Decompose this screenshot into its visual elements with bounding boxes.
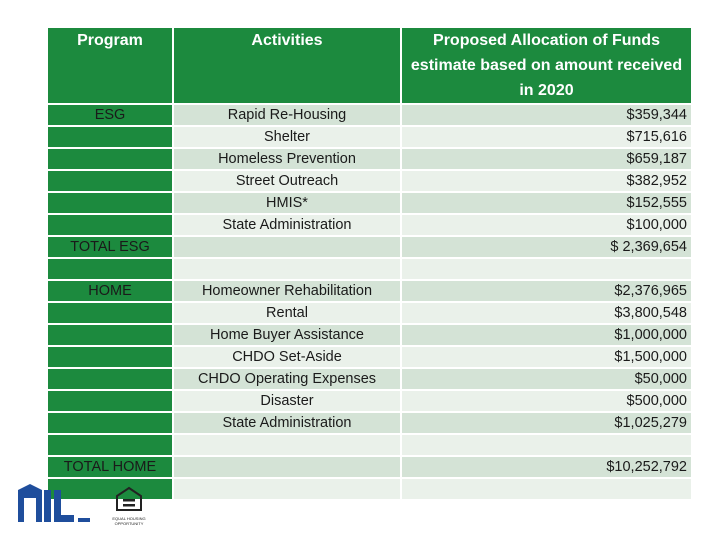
program-cell [48, 127, 174, 149]
table-row [48, 281, 691, 303]
funds-allocation-table [48, 28, 691, 501]
program-cell: TOTAL HOME [48, 457, 174, 479]
amount-cell [402, 259, 691, 281]
activity-cell: Homeowner Rehabilitation [174, 281, 402, 303]
table-row [48, 435, 691, 457]
agency-logo [16, 478, 156, 528]
activity-cell [174, 457, 402, 479]
activity-cell: HMIS* [174, 193, 402, 215]
header-allocation: Proposed Allocation of Funds estimate based on amount received in 2020 [402, 28, 691, 105]
table-row [48, 149, 691, 171]
amount-cell [402, 435, 691, 457]
amount-cell: $1,025,279 [402, 413, 691, 435]
amount-cell: $1,500,000 [402, 347, 691, 369]
amount-cell: $3,800,548 [402, 303, 691, 325]
table-header-row [48, 28, 691, 105]
activity-cell [174, 435, 402, 457]
program-cell [48, 303, 174, 325]
activity-cell: Shelter [174, 127, 402, 149]
table-body [48, 105, 691, 501]
program-cell [48, 435, 174, 457]
table-row [48, 215, 691, 237]
activity-cell: CHDO Operating Expenses [174, 369, 402, 391]
program-cell [48, 347, 174, 369]
activity-cell [174, 237, 402, 259]
amount-cell: $ 2,369,654 [402, 237, 691, 259]
program-cell [48, 193, 174, 215]
amount-cell: $1,000,000 [402, 325, 691, 347]
table-row [48, 171, 691, 193]
table-row [48, 457, 691, 479]
activity-cell: State Administration [174, 215, 402, 237]
program-cell: ESG [48, 105, 174, 127]
program-cell [48, 413, 174, 435]
header-program: Program [48, 28, 174, 105]
amount-cell: $359,344 [402, 105, 691, 127]
program-cell: HOME [48, 281, 174, 303]
program-cell: TOTAL ESG [48, 237, 174, 259]
amount-cell: $100,000 [402, 215, 691, 237]
amount-cell: $500,000 [402, 391, 691, 413]
activity-cell: Home Buyer Assistance [174, 325, 402, 347]
amount-cell: $50,000 [402, 369, 691, 391]
amount-cell: $659,187 [402, 149, 691, 171]
activity-cell: State Administration [174, 413, 402, 435]
amount-cell: $715,616 [402, 127, 691, 149]
svg-text:EQUAL HOUSING: EQUAL HOUSING [112, 516, 146, 521]
amount-cell: $152,555 [402, 193, 691, 215]
table-row [48, 347, 691, 369]
activity-cell: Disaster [174, 391, 402, 413]
table-row [48, 369, 691, 391]
table-row [48, 237, 691, 259]
activity-cell [174, 259, 402, 281]
amount-cell: $2,376,965 [402, 281, 691, 303]
table-row [48, 127, 691, 149]
table-row [48, 105, 691, 127]
equal-housing-icon [117, 488, 141, 510]
program-cell [48, 391, 174, 413]
activity-cell: Homeless Prevention [174, 149, 402, 171]
program-cell [48, 171, 174, 193]
activity-cell: Rental [174, 303, 402, 325]
program-cell [48, 215, 174, 237]
amount-cell: $382,952 [402, 171, 691, 193]
program-cell [48, 149, 174, 171]
activity-cell: Street Outreach [174, 171, 402, 193]
activity-cell [174, 479, 402, 501]
activity-cell: Rapid Re-Housing [174, 105, 402, 127]
agency-logo-icon [16, 478, 156, 528]
program-cell [48, 369, 174, 391]
amount-cell [402, 479, 691, 501]
table-row [48, 259, 691, 281]
svg-text:OPPORTUNITY: OPPORTUNITY [114, 521, 144, 526]
table-row [48, 391, 691, 413]
table-row [48, 303, 691, 325]
program-cell [48, 325, 174, 347]
amount-cell: $10,252,792 [402, 457, 691, 479]
activity-cell: CHDO Set-Aside [174, 347, 402, 369]
table-row [48, 193, 691, 215]
program-cell [48, 259, 174, 281]
table-row [48, 325, 691, 347]
header-activities: Activities [174, 28, 402, 105]
table-row [48, 413, 691, 435]
